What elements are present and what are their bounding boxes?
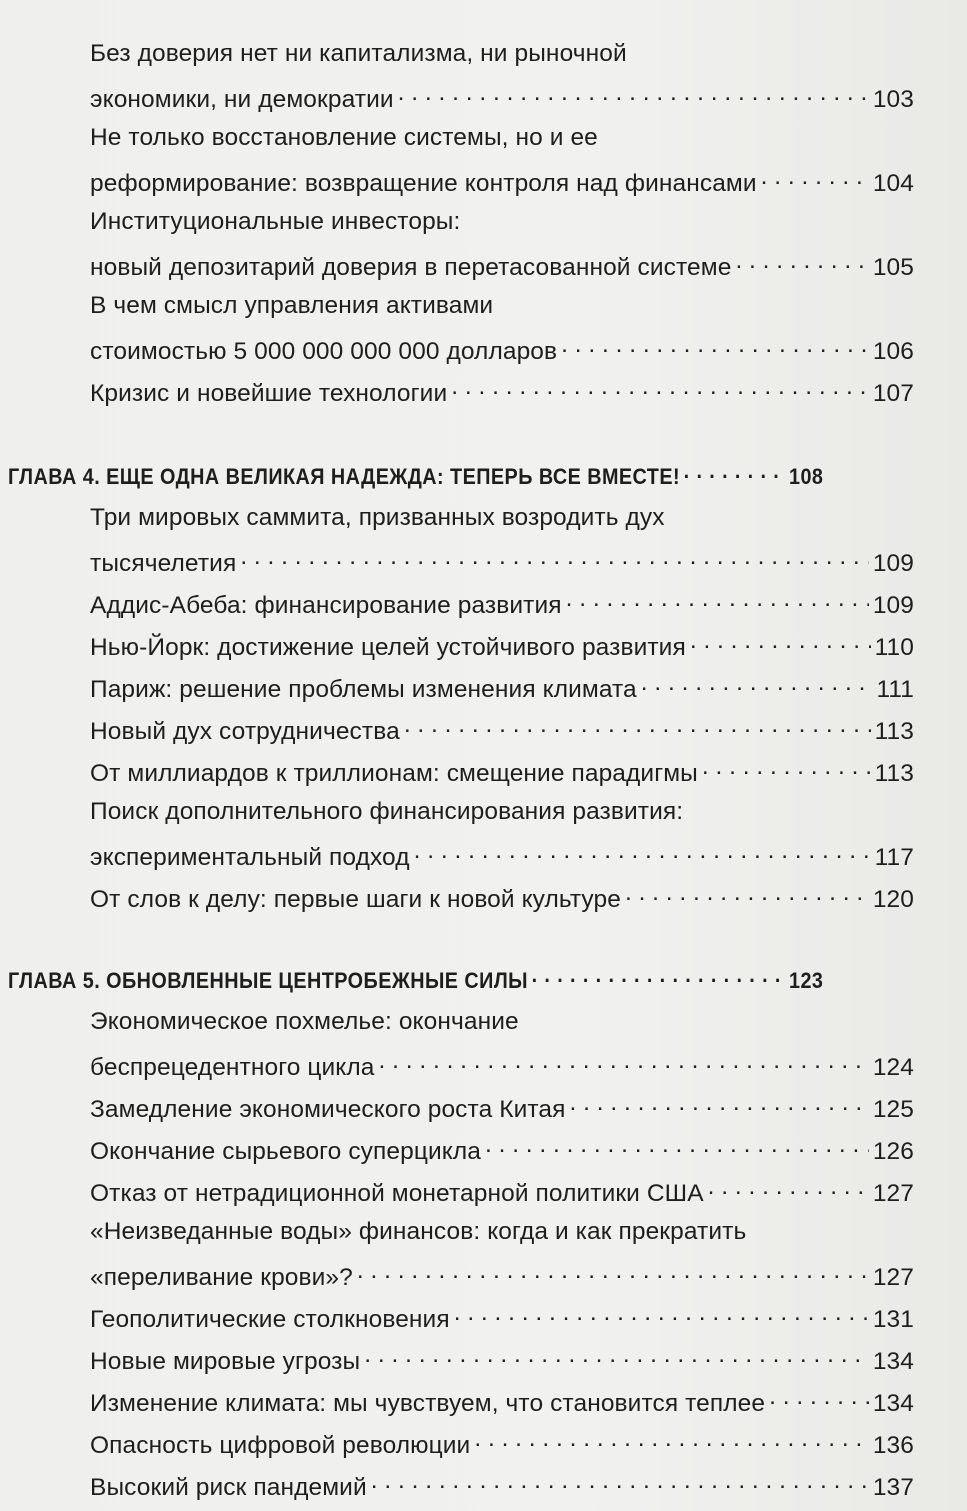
toc-entry-title: стоимостью 5 000 000 000 000 долларов: [90, 337, 558, 365]
toc-entry-title: Экономическое похмелье: окончание: [90, 1008, 519, 1035]
toc-entry-title: Париж: решение проблемы изменения климата: [90, 675, 637, 703]
toc-entry: [90, 82, 914, 114]
dot-leader: [625, 882, 869, 907]
toc-page-number: 113: [874, 759, 914, 787]
toc-entry-title: беспрецедентного цикла: [90, 1053, 375, 1081]
toc-entry: [90, 1008, 914, 1036]
toc-page-number: 131: [872, 1305, 914, 1333]
toc-entry: [90, 756, 914, 788]
dot-leader: [566, 588, 869, 613]
toc-page-number: 110: [874, 633, 914, 661]
toc-entry-title: экспериментальный подход: [90, 843, 410, 871]
toc-page-number: 137: [872, 1473, 914, 1501]
toc-entry: [90, 376, 914, 408]
toc-entry: [90, 1134, 914, 1166]
toc-entry-title: ГЛАВА 5. ОБНОВЛЕННЫЕ ЦЕНТРОБЕЖНЫЕ СИЛЫ: [8, 968, 529, 993]
toc-entry: [90, 1176, 914, 1208]
dot-leader: [769, 1386, 869, 1411]
dot-leader: [561, 334, 869, 359]
dot-leader: [240, 546, 869, 571]
toc-entry-title: Нью-Йорк: достижение целей устойчивого развития: [90, 633, 686, 661]
dot-leader: [532, 966, 786, 988]
toc-entry: [90, 334, 914, 366]
toc-entry: [90, 1302, 914, 1334]
toc-page-number: 134: [872, 1347, 914, 1375]
toc-entry: [90, 1218, 914, 1246]
dot-leader: [364, 1344, 869, 1369]
toc-entry: [90, 1050, 914, 1082]
dot-leader: [474, 1428, 868, 1453]
toc-entry-title: Новый дух сотрудничества: [90, 717, 400, 745]
toc-entry-title: ГЛАВА 4. ЕЩЕ ОДНА ВЕЛИКАЯ НАДЕЖДА: ТЕПЕРЬ ВСЕ ВМЕСТЕ!: [8, 464, 681, 489]
toc-page-number: 109: [872, 591, 914, 619]
toc-entry: [90, 1344, 914, 1376]
toc-page-number: 111: [876, 675, 914, 703]
toc-page-number: 104: [872, 169, 914, 197]
toc-entry-title: экономики, ни демократии: [90, 85, 394, 113]
toc-entry: [90, 40, 914, 68]
toc-entry: [90, 588, 914, 620]
toc-entry-title: Кризис и новейшие технологии: [90, 379, 448, 407]
toc-entry-title: Три мировых саммита, призванных возродить дух: [90, 504, 665, 531]
toc-entry: [90, 1260, 914, 1292]
toc-page-number: 107: [872, 379, 914, 407]
toc-entry: [90, 798, 914, 826]
toc-entry-title: Замедление экономического роста Китая: [90, 1095, 566, 1123]
dot-leader: [690, 630, 871, 655]
dot-leader: [570, 1092, 869, 1117]
toc-entry-title: Аддис-Абеба: финансирование развития: [90, 591, 562, 619]
toc-entry-title: В чем смысл управления активами: [90, 292, 494, 319]
dot-leader: [404, 714, 871, 739]
toc-entry: [90, 672, 914, 704]
dot-leader: [708, 1176, 869, 1201]
toc-entry: [90, 1428, 914, 1460]
toc-entry: [90, 124, 914, 152]
toc-entry: [90, 714, 914, 746]
toc-entry: [90, 882, 914, 914]
toc-entry-title: Геополитические столкновения: [90, 1305, 450, 1333]
dot-leader: [451, 376, 869, 401]
toc-entry-title: Новые мировые угрозы: [90, 1347, 361, 1375]
dot-leader: [398, 82, 869, 107]
dot-leader: [761, 166, 869, 191]
toc-page-number: 124: [872, 1053, 914, 1081]
toc-entry: [90, 166, 914, 198]
toc-page-number: 125: [872, 1095, 914, 1123]
toc-entry: [90, 1092, 914, 1124]
toc-entry: [90, 546, 914, 578]
dot-leader: [379, 1050, 869, 1075]
toc-entry: [90, 504, 914, 532]
toc-page-number: 127: [872, 1263, 914, 1291]
toc-entry-title: Не только восстановление системы, но и ее: [90, 124, 598, 151]
dot-leader: [454, 1302, 869, 1327]
toc-entry-title: новый депозитарий доверия в перетасованной системе: [90, 253, 732, 281]
toc-entry-title: Высокий риск пандемий: [90, 1473, 367, 1501]
dot-leader: [684, 462, 786, 484]
toc-page-number: 103: [872, 85, 914, 113]
toc-page-number: 123: [789, 968, 824, 993]
toc-page-number: 109: [872, 549, 914, 577]
toc-page-number: 108: [789, 464, 824, 489]
toc-entry-title: тысячелетия: [90, 549, 237, 577]
dot-leader: [414, 840, 871, 865]
toc-entry-title: Изменение климата: мы чувствуем, что становится теплее: [90, 1389, 766, 1417]
toc-entry: [90, 208, 914, 236]
toc-entry-title: Окончание сырьевого суперцикла: [90, 1137, 481, 1165]
dot-leader: [735, 250, 868, 275]
toc-entry-title: реформирование: возвращение контроля над финансами: [90, 169, 757, 197]
dot-leader: [702, 756, 871, 781]
toc-chapter-entry: [8, 462, 908, 490]
toc-entry: [90, 840, 914, 872]
toc-entry-title: От миллиардов к триллионам: смещение парадигмы: [90, 759, 698, 787]
toc-entry-title: Поиск дополнительного финансирования развития:: [90, 798, 684, 825]
toc-page-number: 117: [874, 843, 914, 871]
toc-entry-title: «Неизведанные воды» финансов: когда и как прекратить: [90, 1218, 747, 1245]
toc-page-number: 134: [872, 1389, 914, 1417]
toc-entry-title: Опасность цифровой революции: [90, 1431, 471, 1459]
toc-entry-title: «переливание крови»?: [90, 1263, 353, 1291]
toc-page-number: 136: [872, 1431, 914, 1459]
dot-leader: [641, 672, 873, 697]
toc-entry-title: Институциональные инвесторы:: [90, 208, 461, 235]
toc-entry: [90, 630, 914, 662]
toc-entry: [90, 1470, 914, 1502]
toc-page-number: 126: [872, 1137, 914, 1165]
dot-leader: [371, 1470, 869, 1495]
dot-leader: [485, 1134, 869, 1159]
toc-entry-title: Без доверия нет ни капитализма, ни рыночной: [90, 40, 627, 67]
toc-entry-title: Отказ от нетрадиционной монетарной политики США: [90, 1179, 704, 1207]
toc-page-number: 105: [872, 253, 914, 281]
toc-chapter-entry: [8, 966, 908, 994]
toc-entry: [90, 1386, 914, 1418]
toc-entry: [90, 250, 914, 282]
toc-entry-title: От слов к делу: первые шаги к новой культуре: [90, 885, 621, 913]
toc-page-number: 127: [872, 1179, 914, 1207]
toc-page-number: 113: [874, 717, 914, 745]
toc-page-number: 106: [872, 337, 914, 365]
toc-page-number: 120: [872, 885, 914, 913]
toc-entry: [90, 292, 914, 320]
dot-leader: [357, 1260, 869, 1285]
